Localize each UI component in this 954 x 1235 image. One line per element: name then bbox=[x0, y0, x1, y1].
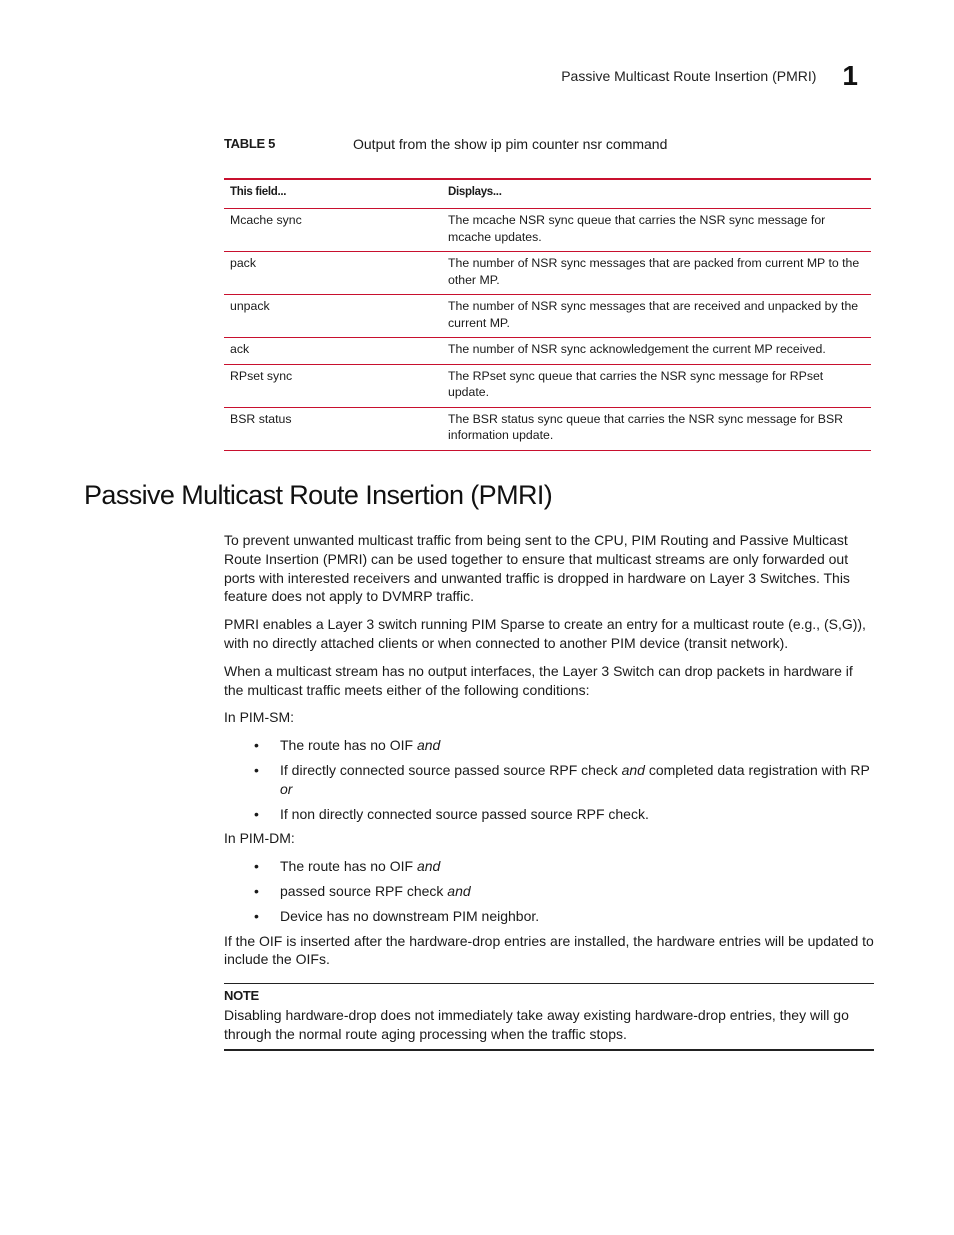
table-row bbox=[224, 338, 871, 365]
caption-prefix: Output from the bbox=[353, 136, 455, 152]
field-cell: Mcache sync bbox=[230, 213, 302, 227]
caption-command: show ip pim counter nsr bbox=[454, 136, 603, 152]
caption-suffix: command bbox=[602, 136, 668, 152]
bullet-icon: • bbox=[254, 907, 259, 924]
bullet-icon: • bbox=[254, 805, 259, 822]
note-label: NOTE bbox=[224, 988, 259, 1004]
bullet-icon: • bbox=[254, 882, 259, 899]
displays-cell: The number of NSR sync messages that are packed from current MP to the other MP. bbox=[448, 256, 860, 287]
paragraph: To prevent unwanted multicast traffic from being sent to the CPU, PIM Routing and Passive Multicast Route Insertion (PMRI) can be used together to ensure that multicast streams are only forwarded out ports with interested receivers and unwanted traffic is dropped in hardware on Layer 3 Switches. This feature does not apply to DVMRP traffic. bbox=[224, 532, 850, 605]
list-item: • Device has no downstream PIM neighbor. bbox=[254, 907, 540, 924]
bullet-icon: • bbox=[254, 761, 259, 778]
displays-cell: The number of NSR sync messages that are received and unpacked by the current MP. bbox=[448, 299, 859, 330]
chapter-number: 1 bbox=[842, 60, 858, 91]
list-item: • If non directly connected source passed source RPF check. bbox=[254, 805, 649, 822]
field-cell: RPset sync bbox=[230, 368, 293, 383]
paragraph: If the OIF is inserted after the hardware-drop entries are installed, the hardware entries will be updated to include the OIFs. bbox=[224, 932, 874, 968]
table-row bbox=[224, 407, 871, 450]
paragraph: When a multicast stream has no output interfaces, the Layer 3 Switch can drop packets in hardware if the multicast traffic meets either of the following conditions: bbox=[224, 662, 853, 698]
displays-cell: The RPset sync queue that carries the NSR sync message for RPset update. bbox=[448, 368, 824, 399]
section-body bbox=[224, 531, 874, 1051]
pim-dm-label: In PIM-DM: bbox=[224, 830, 295, 847]
table-row bbox=[224, 364, 871, 407]
list-item: • passed source RPF check and bbox=[254, 882, 471, 899]
displays-cell: The BSR status sync queue that carries the NSR sync message for BSR information update. bbox=[448, 411, 844, 442]
table-label: TABLE 5 bbox=[224, 136, 276, 151]
displays-cell: The number of NSR sync acknowledgement the current MP received. bbox=[448, 342, 826, 356]
field-cell: pack bbox=[230, 256, 256, 270]
paragraph: PMRI enables a Layer 3 switch running PIM Sparse to create an entry for a multicast route (e.g., (S,G)), with no directly attached clients or when connected to another PIM device (transit network). bbox=[224, 616, 866, 651]
pim-dm-conditions bbox=[224, 857, 874, 925]
list-item: • The route has no OIF and bbox=[254, 737, 441, 754]
bullet-icon: • bbox=[254, 737, 259, 754]
field-cell: BSR status bbox=[230, 411, 292, 426]
list-item: • If directly connected source passed source RPF check and completed data registration with RP or bbox=[254, 761, 870, 797]
table-row bbox=[224, 252, 871, 295]
displays-cell: The mcache NSR sync queue that carries the NSR sync message for mcache updates. bbox=[448, 213, 826, 244]
col-header-displays: Displays... bbox=[448, 186, 502, 198]
table-description bbox=[353, 136, 667, 152]
pim-sm-conditions bbox=[224, 736, 874, 823]
list-item: • The route has no OIF and bbox=[254, 858, 441, 875]
running-header bbox=[561, 62, 858, 90]
nsr-counter-table bbox=[224, 178, 871, 451]
pim-sm-label: In PIM-SM: bbox=[224, 709, 295, 726]
note-text: Disabling hardware-drop does not immediately take away existing hardware-drop entries, they will go through the normal route aging processing when the traffic stops. bbox=[224, 1006, 849, 1042]
table-row bbox=[224, 209, 871, 252]
table-row bbox=[224, 295, 871, 338]
table-header-row bbox=[224, 179, 871, 209]
bullet-icon: • bbox=[254, 858, 259, 875]
note-box bbox=[224, 983, 874, 1050]
section-heading: Passive Multicast Route Insertion (PMRI) bbox=[84, 480, 553, 510]
field-cell: unpack bbox=[230, 299, 270, 313]
field-cell: ack bbox=[230, 342, 250, 356]
running-title: Passive Multicast Route Insertion (PMRI) bbox=[561, 68, 817, 84]
col-header-field: This field... bbox=[230, 186, 287, 198]
